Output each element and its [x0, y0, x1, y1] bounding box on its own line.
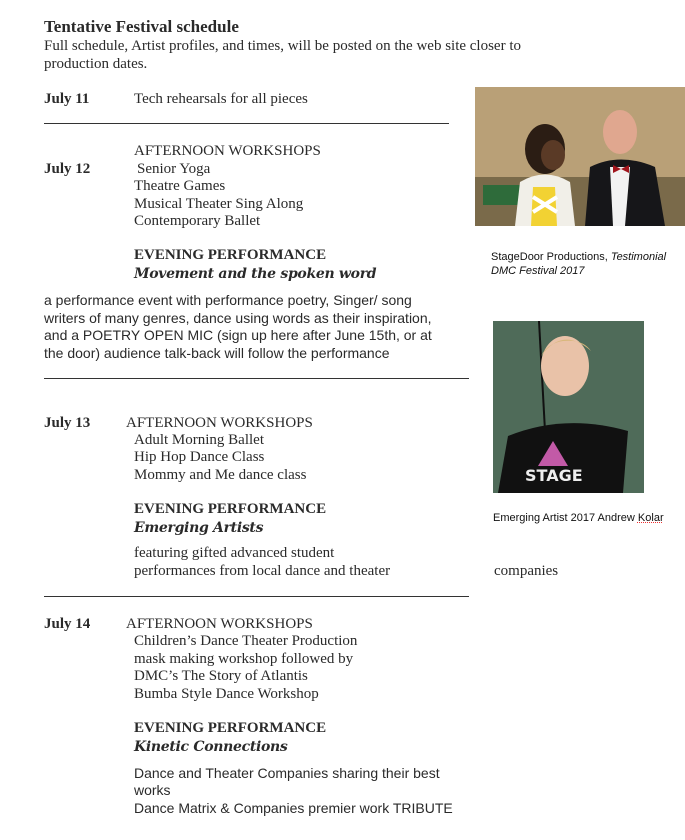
date-july-14: July 14 — [44, 616, 91, 632]
evening-title: Emerging Artists — [134, 520, 264, 536]
caption-text: Emerging Artist 2017 Andrew — [493, 512, 638, 524]
date-july-11: July 11 — [44, 91, 90, 107]
evening-heading: EVENING PERFORMANCE — [134, 501, 327, 517]
caption-italic: Testimonial — [610, 251, 667, 263]
photo-caption-line2: DMC Festival 2017 — [491, 265, 585, 277]
workshop-item: mask making workshop followed by — [134, 651, 354, 667]
workshop-item: Senior Yoga — [137, 161, 211, 177]
stagedoor-photo — [475, 87, 685, 226]
workshops-heading: AFTERNOON WORKSHOPS — [126, 616, 313, 632]
divider — [44, 123, 449, 124]
workshop-item: DMC’s The Story of Atlantis — [134, 668, 308, 684]
date-july-12: July 12 — [44, 161, 91, 177]
july-11-text: Tech rehearsals for all pieces — [134, 91, 308, 107]
description-line: writers of many genres, dance using words as their inspiration, — [44, 310, 432, 326]
description-line: works — [134, 782, 171, 798]
description-line: performances from local dance and theater — [134, 563, 391, 579]
description-line: Dance Matrix & Companies premier work TRIBUTE — [134, 800, 453, 816]
evening-heading: EVENING PERFORMANCE — [134, 247, 327, 263]
svg-text:STAGE: STAGE — [525, 466, 583, 485]
divider — [44, 596, 469, 597]
workshop-item: Adult Morning Ballet — [134, 432, 264, 448]
workshop-item: Mommy and Me dance class — [134, 467, 307, 483]
workshops-heading: AFTERNOON WORKSHOPS — [134, 143, 321, 159]
intro-line: production dates. — [44, 56, 148, 72]
description-line: the door) audience talk-back will follow the performance — [44, 345, 390, 361]
photo-caption — [491, 250, 666, 265]
workshop-item: Musical Theater Sing Along — [134, 196, 304, 212]
evening-heading: EVENING PERFORMANCE — [134, 720, 327, 736]
workshop-item: Contemporary Ballet — [134, 213, 261, 229]
workshop-item: Theatre Games — [134, 178, 226, 194]
description-line: companies — [494, 563, 559, 579]
emerging-artist-photo — [493, 321, 644, 493]
misspelled-word: Kolar — [637, 512, 664, 524]
divider — [44, 378, 469, 379]
date-july-13: July 13 — [44, 415, 91, 431]
caption-text: StageDoor Productions, — [491, 251, 611, 263]
workshop-item: Hip Hop Dance Class — [134, 449, 265, 465]
description-line: and a POETRY OPEN MIC (sign up here after June 15th, or at — [44, 327, 432, 343]
workshop-item: Children’s Dance Theater Production — [134, 633, 358, 649]
evening-title: Movement and the spoken word — [134, 266, 377, 282]
description-line: a performance event with performance poetry, Singer/ song — [44, 292, 412, 308]
workshop-item: Bumba Style Dance Workshop — [134, 686, 319, 702]
photo-caption — [493, 511, 664, 526]
evening-title: Kinetic Connections — [134, 739, 288, 755]
page-title: Tentative Festival schedule — [44, 17, 239, 36]
workshops-heading: AFTERNOON WORKSHOPS — [126, 415, 313, 431]
description-line: Dance and Theater Companies sharing their best — [134, 765, 440, 781]
intro-line: Full schedule, Artist profiles, and times, will be posted on the web site closer to — [44, 38, 522, 54]
description-line: featuring gifted advanced student — [134, 545, 335, 561]
